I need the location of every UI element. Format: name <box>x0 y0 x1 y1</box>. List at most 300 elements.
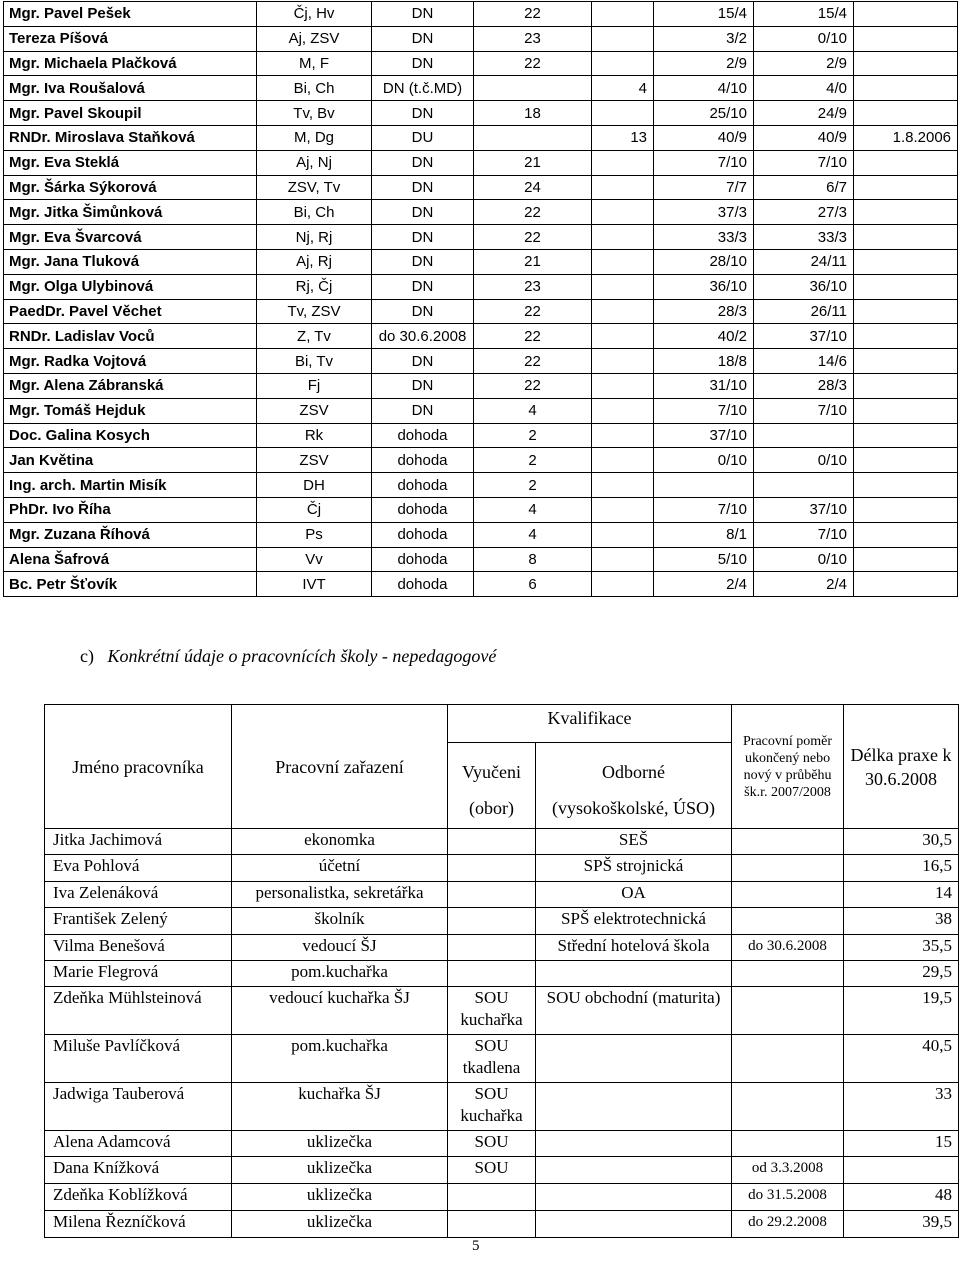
teacher-note <box>854 249 958 274</box>
teacher-row <box>4 225 958 250</box>
staff-status <box>732 1035 844 1083</box>
teacher-note <box>854 274 958 299</box>
staff-professional: SEŠ <box>536 829 732 855</box>
teacher-note <box>854 150 958 175</box>
staff-apprenticeship <box>448 908 536 935</box>
teacher-practice-qualified: 26/11 <box>754 299 854 324</box>
teacher-hours: 21 <box>474 150 592 175</box>
teacher-practice-qualified: 0/10 <box>754 448 854 473</box>
header-apprenticeship-line2: (obor) <box>469 797 514 818</box>
teacher-practice-total: 28/10 <box>654 249 754 274</box>
staff-practice <box>844 1157 959 1184</box>
teacher-name: Mgr. Pavel Skoupil <box>4 101 257 126</box>
teacher-subjects: Čj <box>257 497 372 522</box>
teacher-name: Mgr. Zuzana Říhová <box>4 522 257 547</box>
teacher-practice-total: 5/10 <box>654 547 754 572</box>
teacher-subjects: Aj, Rj <box>257 249 372 274</box>
header-termination: Pracovní poměr ukončený nebo nový v průběhu šk.r. 2007/2008 <box>732 705 844 829</box>
teacher-extra-hours <box>592 225 654 250</box>
teacher-note <box>854 200 958 225</box>
teacher-hours: 22 <box>474 324 592 349</box>
teacher-extra-hours <box>592 200 654 225</box>
staff-position: kuchařka ŠJ <box>232 1083 448 1131</box>
section-label: c) <box>80 646 94 666</box>
staff-practice: 16,5 <box>844 855 959 882</box>
teacher-name: Mgr. Eva Švarcová <box>4 225 257 250</box>
staff-apprenticeship <box>448 1211 536 1238</box>
staff-status <box>732 1131 844 1157</box>
staff-status <box>732 855 844 882</box>
teacher-name: Mgr. Pavel Pešek <box>4 2 257 27</box>
teacher-contract: DN <box>372 101 474 126</box>
teacher-note <box>854 497 958 522</box>
teacher-practice-total: 7/10 <box>654 150 754 175</box>
teacher-subjects: Z, Tv <box>257 324 372 349</box>
teacher-hours: 22 <box>474 51 592 76</box>
teacher-row <box>4 423 958 448</box>
teacher-extra-hours <box>592 572 654 597</box>
staff-practice: 40,5 <box>844 1035 959 1083</box>
staff-professional <box>536 1131 732 1157</box>
teacher-subjects: Čj, Hv <box>257 2 372 27</box>
teacher-hours: 2 <box>474 473 592 498</box>
teacher-row <box>4 497 958 522</box>
teacher-contract: DN <box>372 150 474 175</box>
teacher-row <box>4 274 958 299</box>
teacher-subjects: DH <box>257 473 372 498</box>
teacher-note <box>854 448 958 473</box>
staff-row <box>45 1035 959 1083</box>
teacher-practice-total: 7/10 <box>654 398 754 423</box>
staff-row <box>45 882 959 908</box>
teacher-practice-total: 37/10 <box>654 423 754 448</box>
teacher-row <box>4 175 958 200</box>
teacher-extra-hours <box>592 51 654 76</box>
teacher-practice-qualified: 24/9 <box>754 101 854 126</box>
teacher-row <box>4 473 958 498</box>
staff-practice: 38 <box>844 908 959 935</box>
staff-status <box>732 829 844 855</box>
teacher-contract: dohoda <box>372 497 474 522</box>
teacher-contract: DN <box>372 26 474 51</box>
teacher-hours: 2 <box>474 423 592 448</box>
teacher-extra-hours: 4 <box>592 76 654 101</box>
teacher-practice-qualified: 27/3 <box>754 200 854 225</box>
staff-status: do 30.6.2008 <box>732 935 844 961</box>
header-practice: Délka praxe k 30.6.2008 <box>844 705 959 829</box>
staff-practice: 48 <box>844 1184 959 1211</box>
staff-practice: 33 <box>844 1083 959 1131</box>
staff-status <box>732 987 844 1035</box>
staff-professional <box>536 1211 732 1238</box>
staff-row <box>45 1157 959 1184</box>
staff-header-row-1 <box>45 705 959 743</box>
teacher-hours: 18 <box>474 101 592 126</box>
teacher-contract: DU <box>372 125 474 150</box>
teacher-practice-total: 28/3 <box>654 299 754 324</box>
teacher-practice-qualified: 0/10 <box>754 26 854 51</box>
teacher-practice-total: 15/4 <box>654 2 754 27</box>
staff-position: vedoucí kuchařka ŠJ <box>232 987 448 1035</box>
teacher-practice-qualified: 28/3 <box>754 373 854 398</box>
teacher-subjects: Tv, Bv <box>257 101 372 126</box>
teacher-extra-hours <box>592 373 654 398</box>
teacher-row <box>4 373 958 398</box>
teacher-name: Mgr. Olga Ulybinová <box>4 274 257 299</box>
teacher-practice-total: 31/10 <box>654 373 754 398</box>
staff-row <box>45 935 959 961</box>
teacher-subjects: ZSV <box>257 398 372 423</box>
staff-position: účetní <box>232 855 448 882</box>
staff-name: Vilma Benešová <box>45 935 232 961</box>
teacher-name: Doc. Galina Kosych <box>4 423 257 448</box>
teacher-row <box>4 299 958 324</box>
teacher-note <box>854 2 958 27</box>
teacher-name: Bc. Petr Šťovík <box>4 572 257 597</box>
teacher-hours: 8 <box>474 547 592 572</box>
teacher-extra-hours <box>592 2 654 27</box>
teacher-row <box>4 522 958 547</box>
staff-name: Iva Zelenáková <box>45 882 232 908</box>
staff-professional: Střední hotelová škola <box>536 935 732 961</box>
teacher-practice-total: 8/1 <box>654 522 754 547</box>
teacher-subjects: Fj <box>257 373 372 398</box>
staff-position: personalistka, sekretářka <box>232 882 448 908</box>
teacher-row <box>4 125 958 150</box>
teacher-contract: DN <box>372 2 474 27</box>
teacher-extra-hours <box>592 274 654 299</box>
header-professional-line1: Odborné <box>602 761 665 782</box>
staff-professional: OA <box>536 882 732 908</box>
teacher-row <box>4 150 958 175</box>
teacher-note <box>854 324 958 349</box>
teacher-name: Mgr. Iva Roušalová <box>4 76 257 101</box>
staff-status: do 31.5.2008 <box>732 1184 844 1211</box>
staff-table <box>44 704 959 1238</box>
teacher-row <box>4 249 958 274</box>
teacher-extra-hours <box>592 547 654 572</box>
teacher-hours: 22 <box>474 225 592 250</box>
teacher-subjects: M, F <box>257 51 372 76</box>
staff-row <box>45 1131 959 1157</box>
teacher-row <box>4 448 958 473</box>
teacher-hours: 22 <box>474 349 592 374</box>
staff-row <box>45 1211 959 1238</box>
staff-position: uklizečka <box>232 1131 448 1157</box>
staff-position: ekonomka <box>232 829 448 855</box>
teacher-name: Mgr. Michaela Plačková <box>4 51 257 76</box>
teacher-contract: dohoda <box>372 547 474 572</box>
teacher-hours: 22 <box>474 373 592 398</box>
teacher-row <box>4 200 958 225</box>
teacher-name: Jan Květina <box>4 448 257 473</box>
header-name: Jméno pracovníka <box>45 705 232 829</box>
teacher-contract: DN <box>372 249 474 274</box>
staff-apprenticeship <box>448 855 536 882</box>
teacher-practice-qualified: 7/10 <box>754 398 854 423</box>
teacher-subjects: Bi, Ch <box>257 200 372 225</box>
staff-name: Alena Adamcová <box>45 1131 232 1157</box>
header-apprenticeship-line1: Vyučeni <box>462 761 521 782</box>
header-professional-line2: (vysokoškolské, ÚSO) <box>552 797 716 818</box>
teacher-extra-hours <box>592 299 654 324</box>
staff-row <box>45 908 959 935</box>
staff-professional <box>536 961 732 987</box>
teacher-practice-qualified: 37/10 <box>754 497 854 522</box>
teacher-hours: 22 <box>474 200 592 225</box>
teacher-contract: DN <box>372 51 474 76</box>
staff-professional: SOU obchodní (maturita) <box>536 987 732 1035</box>
teacher-row <box>4 76 958 101</box>
teacher-note <box>854 572 958 597</box>
teacher-practice-total: 7/10 <box>654 497 754 522</box>
teacher-subjects: IVT <box>257 572 372 597</box>
teacher-name: RNDr. Miroslava Staňková <box>4 125 257 150</box>
teacher-note <box>854 51 958 76</box>
staff-professional: SPŠ elektrotechnická <box>536 908 732 935</box>
staff-apprenticeship <box>448 935 536 961</box>
teacher-row <box>4 324 958 349</box>
staff-apprenticeship <box>448 882 536 908</box>
teacher-row <box>4 2 958 27</box>
teacher-subjects: Aj, Nj <box>257 150 372 175</box>
teacher-hours: 23 <box>474 26 592 51</box>
teacher-practice-qualified: 4/0 <box>754 76 854 101</box>
teacher-practice-qualified <box>754 473 854 498</box>
teacher-hours: 23 <box>474 274 592 299</box>
teacher-practice-qualified: 24/11 <box>754 249 854 274</box>
staff-status <box>732 1083 844 1131</box>
header-professional <box>536 743 732 829</box>
teacher-extra-hours <box>592 249 654 274</box>
teacher-name: Mgr. Tomáš Hejduk <box>4 398 257 423</box>
staff-status <box>732 882 844 908</box>
teacher-extra-hours <box>592 522 654 547</box>
teacher-note <box>854 225 958 250</box>
staff-practice: 29,5 <box>844 961 959 987</box>
staff-apprenticeship <box>448 829 536 855</box>
teacher-extra-hours <box>592 497 654 522</box>
staff-position: uklizečka <box>232 1157 448 1184</box>
teacher-subjects: ZSV, Tv <box>257 175 372 200</box>
staff-status <box>732 908 844 935</box>
staff-row <box>45 1083 959 1131</box>
teacher-contract: dohoda <box>372 572 474 597</box>
staff-row <box>45 961 959 987</box>
teacher-extra-hours <box>592 26 654 51</box>
staff-apprenticeship <box>448 1184 536 1211</box>
teacher-name: Alena Šafrová <box>4 547 257 572</box>
teacher-practice-qualified: 15/4 <box>754 2 854 27</box>
staff-practice: 35,5 <box>844 935 959 961</box>
teacher-practice-total: 18/8 <box>654 349 754 374</box>
teacher-extra-hours <box>592 150 654 175</box>
staff-name: Zdeňka Koblížková <box>45 1184 232 1211</box>
staff-practice: 30,5 <box>844 829 959 855</box>
teacher-extra-hours <box>592 324 654 349</box>
teacher-practice-qualified <box>754 423 854 448</box>
staff-apprenticeship <box>448 961 536 987</box>
teacher-contract: DN <box>372 373 474 398</box>
teacher-name: Mgr. Radka Vojtová <box>4 349 257 374</box>
staff-row <box>45 1184 959 1211</box>
staff-name: Milena Řezníčková <box>45 1211 232 1238</box>
header-apprenticeship <box>448 743 536 829</box>
staff-practice: 39,5 <box>844 1211 959 1238</box>
teacher-extra-hours <box>592 398 654 423</box>
teacher-name: Mgr. Jitka Šimůnková <box>4 200 257 225</box>
teacher-practice-total: 2/4 <box>654 572 754 597</box>
teacher-name: PaedDr. Pavel Věchet <box>4 299 257 324</box>
staff-row <box>45 829 959 855</box>
staff-practice: 19,5 <box>844 987 959 1035</box>
header-qualification: Kvalifikace <box>448 705 732 743</box>
teachers-table <box>3 1 958 597</box>
teacher-hours: 22 <box>474 299 592 324</box>
staff-name: Jitka Jachimová <box>45 829 232 855</box>
teacher-name: Tereza Píšová <box>4 26 257 51</box>
teacher-subjects: Bi, Tv <box>257 349 372 374</box>
staff-apprenticeship: SOU tkadlena <box>448 1035 536 1083</box>
teacher-practice-total: 37/3 <box>654 200 754 225</box>
teacher-subjects: Nj, Rj <box>257 225 372 250</box>
staff-row <box>45 855 959 882</box>
teacher-practice-total: 25/10 <box>654 101 754 126</box>
staff-name: Dana Knížková <box>45 1157 232 1184</box>
teacher-name: RNDr. Ladislav Voců <box>4 324 257 349</box>
teacher-hours: 4 <box>474 497 592 522</box>
teacher-practice-qualified: 36/10 <box>754 274 854 299</box>
teacher-practice-total: 0/10 <box>654 448 754 473</box>
teacher-practice-qualified: 14/6 <box>754 349 854 374</box>
staff-position: pom.kuchařka <box>232 1035 448 1083</box>
teacher-contract: dohoda <box>372 473 474 498</box>
teacher-note <box>854 349 958 374</box>
teacher-hours: 4 <box>474 522 592 547</box>
teacher-contract: do 30.6.2008 <box>372 324 474 349</box>
teacher-extra-hours <box>592 473 654 498</box>
teacher-subjects: Vv <box>257 547 372 572</box>
teacher-contract: dohoda <box>372 448 474 473</box>
teacher-note <box>854 473 958 498</box>
teacher-contract: DN <box>372 349 474 374</box>
teacher-extra-hours <box>592 423 654 448</box>
teacher-extra-hours <box>592 349 654 374</box>
teacher-practice-total: 33/3 <box>654 225 754 250</box>
teacher-hours: 6 <box>474 572 592 597</box>
staff-professional <box>536 1035 732 1083</box>
teacher-practice-qualified: 7/10 <box>754 150 854 175</box>
teacher-hours: 22 <box>474 2 592 27</box>
staff-professional <box>536 1157 732 1184</box>
teacher-practice-total: 40/9 <box>654 125 754 150</box>
staff-position: vedoucí ŠJ <box>232 935 448 961</box>
teacher-practice-total: 40/2 <box>654 324 754 349</box>
teacher-note <box>854 398 958 423</box>
header-position: Pracovní zařazení <box>232 705 448 829</box>
teacher-note <box>854 522 958 547</box>
teacher-subjects: Aj, ZSV <box>257 26 372 51</box>
teacher-contract: dohoda <box>372 522 474 547</box>
teacher-name: Mgr. Šárka Sýkorová <box>4 175 257 200</box>
teacher-contract: DN <box>372 274 474 299</box>
teacher-name: Mgr. Eva Steklá <box>4 150 257 175</box>
staff-status: do 29.2.2008 <box>732 1211 844 1238</box>
staff-position: školník <box>232 908 448 935</box>
teacher-hours <box>474 125 592 150</box>
teacher-hours: 2 <box>474 448 592 473</box>
teacher-row <box>4 398 958 423</box>
teacher-note <box>854 547 958 572</box>
staff-apprenticeship: SOU <box>448 1157 536 1184</box>
teacher-subjects: Tv, ZSV <box>257 299 372 324</box>
teacher-practice-total: 3/2 <box>654 26 754 51</box>
teacher-name: Ing. arch. Martin Misík <box>4 473 257 498</box>
teacher-hours: 21 <box>474 249 592 274</box>
teacher-name: Mgr. Alena Zábranská <box>4 373 257 398</box>
teacher-practice-total: 4/10 <box>654 76 754 101</box>
teacher-practice-qualified: 37/10 <box>754 324 854 349</box>
teacher-subjects: Rj, Čj <box>257 274 372 299</box>
teacher-note <box>854 373 958 398</box>
teacher-row <box>4 26 958 51</box>
teacher-name: PhDr. Ivo Říha <box>4 497 257 522</box>
teacher-contract: DN <box>372 200 474 225</box>
staff-apprenticeship: SOU kuchařka <box>448 987 536 1035</box>
teacher-contract: dohoda <box>372 423 474 448</box>
teacher-extra-hours <box>592 448 654 473</box>
teacher-contract: DN <box>372 225 474 250</box>
teacher-row <box>4 101 958 126</box>
teacher-extra-hours <box>592 175 654 200</box>
teacher-note <box>854 101 958 126</box>
teacher-note <box>854 175 958 200</box>
teacher-practice-qualified: 0/10 <box>754 547 854 572</box>
staff-name: Miluše Pavlíčková <box>45 1035 232 1083</box>
staff-name: Eva Pohlová <box>45 855 232 882</box>
section-heading <box>80 646 496 667</box>
teacher-practice-qualified: 2/4 <box>754 572 854 597</box>
teacher-row <box>4 349 958 374</box>
teacher-contract: DN <box>372 398 474 423</box>
teacher-practice-total <box>654 473 754 498</box>
teacher-subjects: ZSV <box>257 448 372 473</box>
teacher-note <box>854 26 958 51</box>
teacher-practice-qualified: 2/9 <box>754 51 854 76</box>
teacher-extra-hours <box>592 101 654 126</box>
staff-professional <box>536 1083 732 1131</box>
page-number: 5 <box>472 1238 480 1254</box>
teacher-contract: DN <box>372 299 474 324</box>
teacher-row <box>4 572 958 597</box>
teacher-subjects: Bi, Ch <box>257 76 372 101</box>
teacher-name: Mgr. Jana Tluková <box>4 249 257 274</box>
teacher-note: 1.8.2006 <box>854 125 958 150</box>
staff-practice: 15 <box>844 1131 959 1157</box>
teacher-practice-total: 7/7 <box>654 175 754 200</box>
teacher-practice-qualified: 7/10 <box>754 522 854 547</box>
teacher-note <box>854 299 958 324</box>
staff-professional <box>536 1184 732 1211</box>
teacher-hours <box>474 76 592 101</box>
teacher-hours: 24 <box>474 175 592 200</box>
staff-status: od 3.3.2008 <box>732 1157 844 1184</box>
teacher-note <box>854 76 958 101</box>
teacher-row <box>4 547 958 572</box>
staff-position: uklizečka <box>232 1184 448 1211</box>
staff-position: pom.kuchařka <box>232 961 448 987</box>
staff-row <box>45 987 959 1035</box>
